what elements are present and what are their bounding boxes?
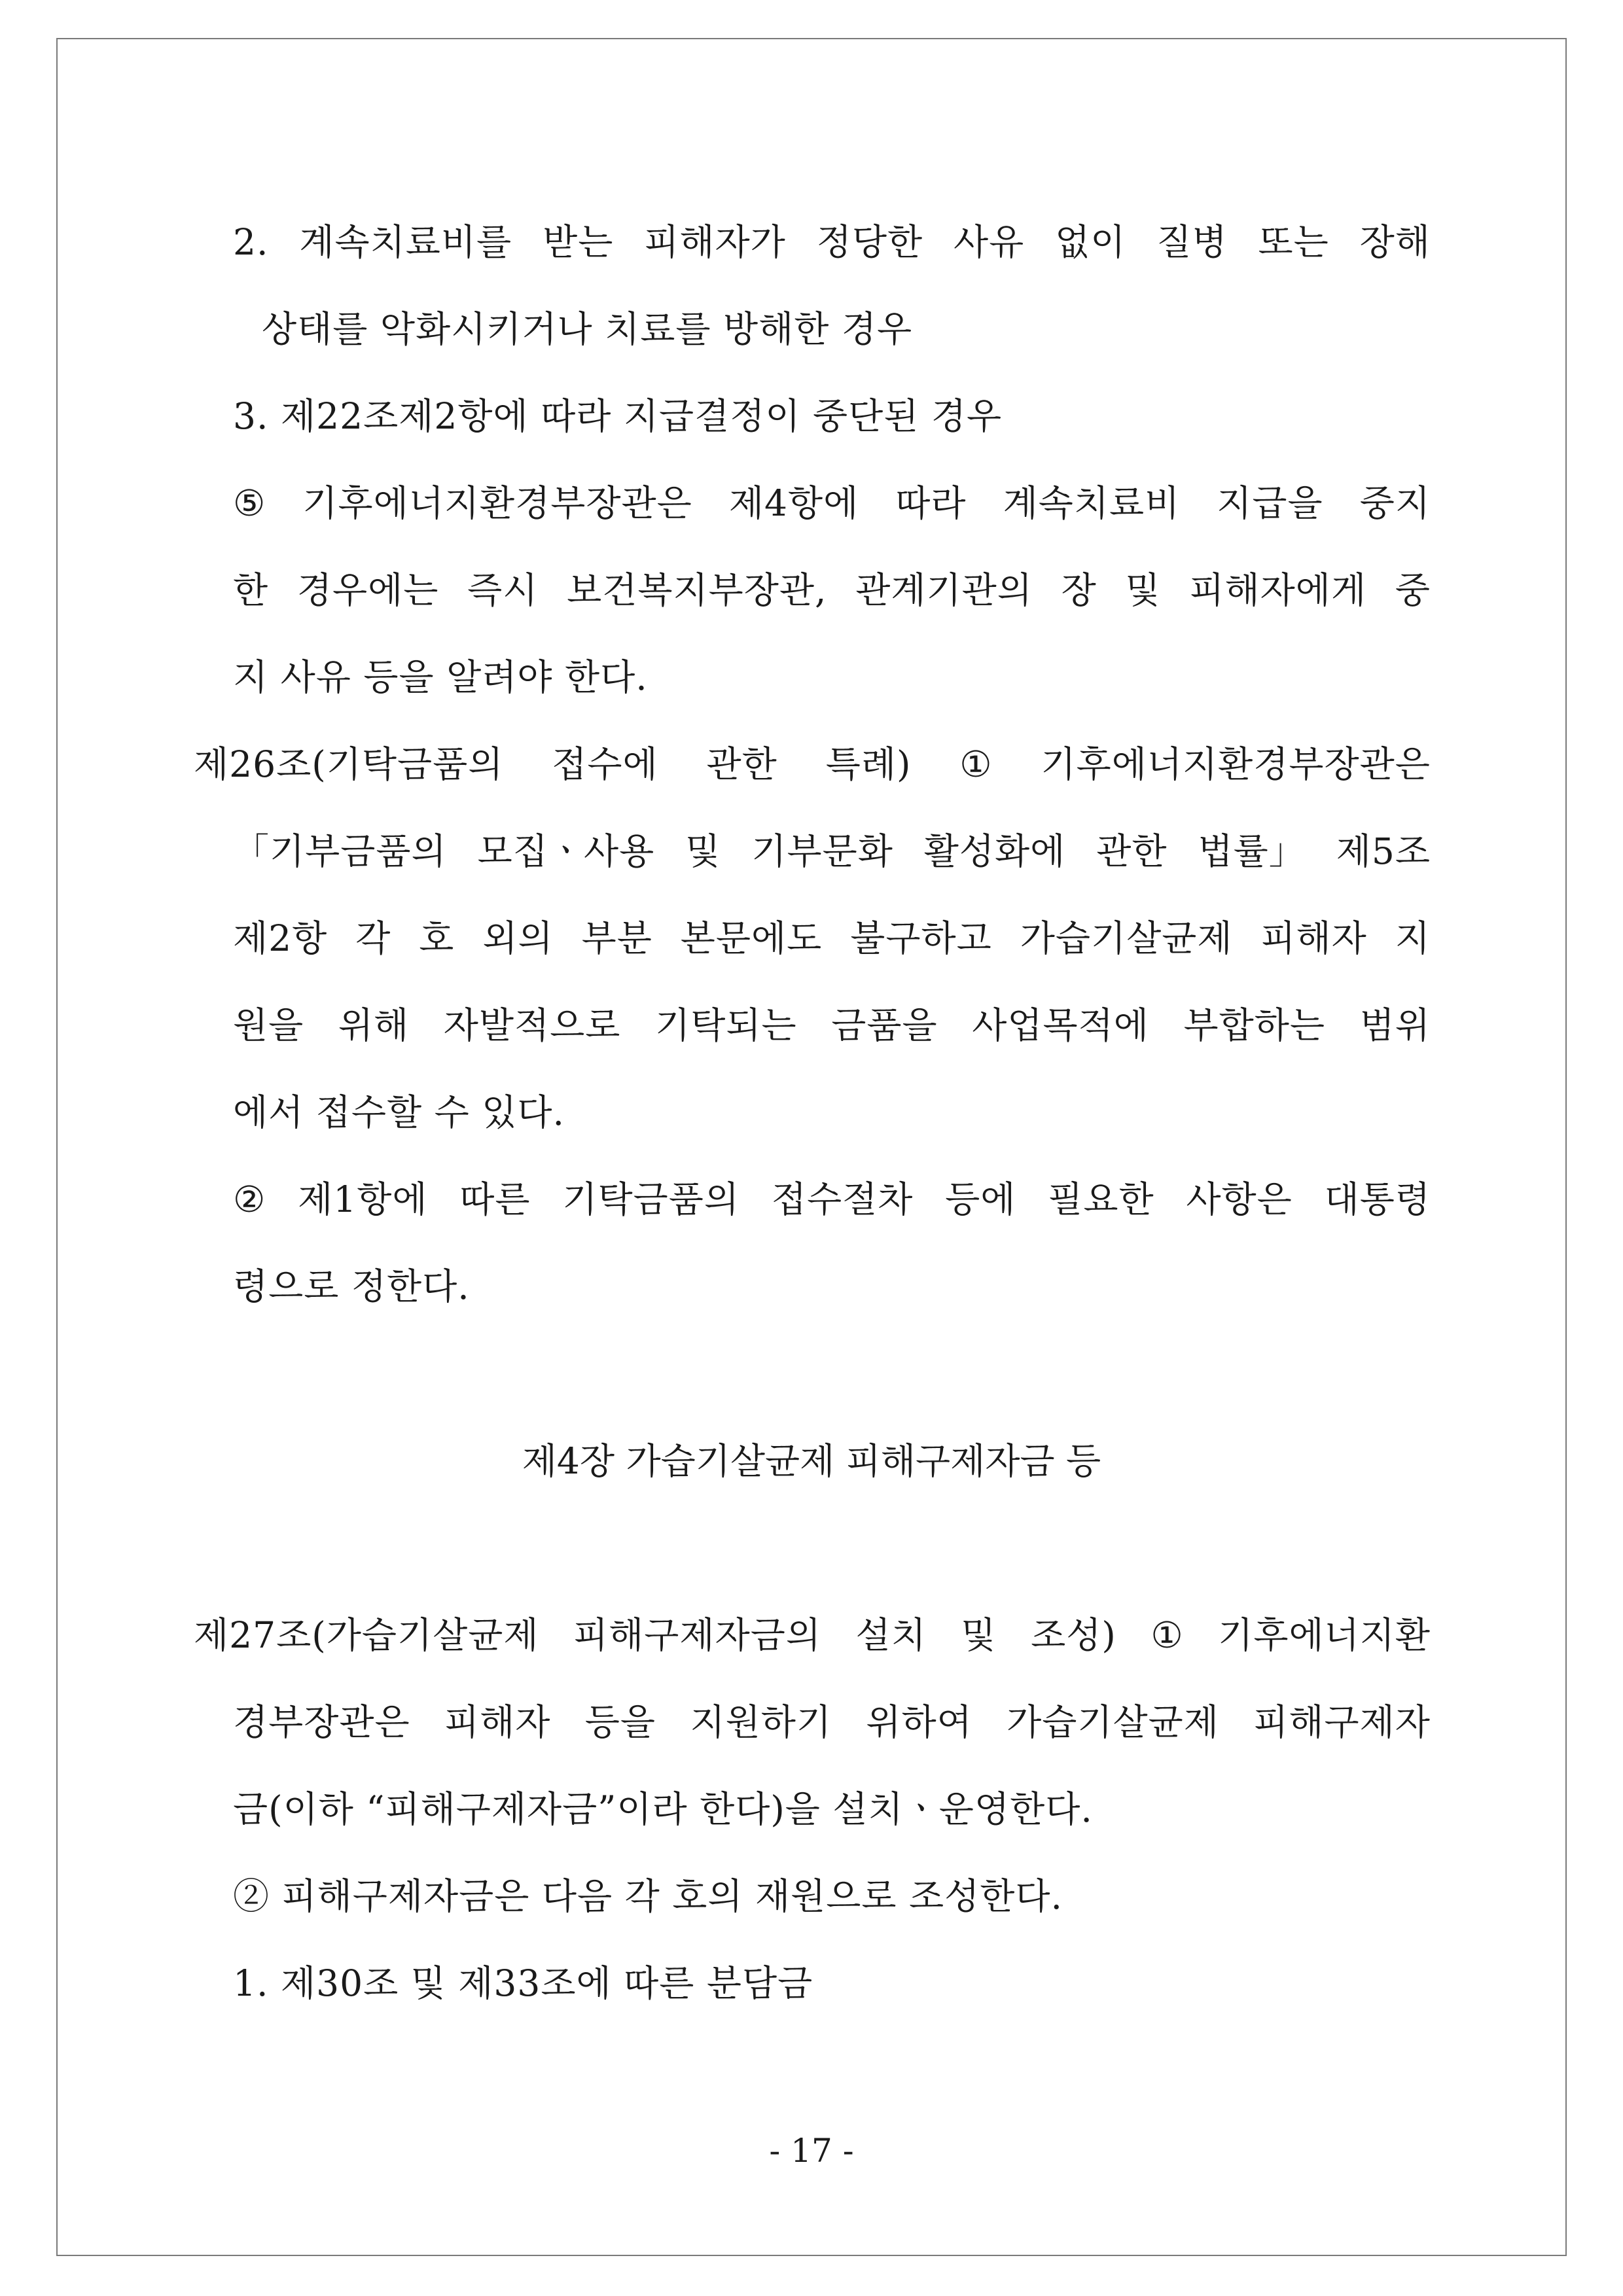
word: 금품을 <box>831 1004 938 1046</box>
body-line-5 <box>233 567 1431 613</box>
article-27-line-3: 금(이하 “피해구제자금”이라 한다)을 설치ㆍ운영한다. <box>233 1788 1093 1830</box>
word: 계속치료비 <box>1003 482 1181 524</box>
word: 지 <box>1395 917 1431 959</box>
word: 모집ㆍ사용 <box>477 830 655 872</box>
word: 계속치료비를 <box>299 221 512 263</box>
article-26-line-3 <box>233 915 1431 961</box>
word: 질병 <box>1156 221 1228 263</box>
word: 기탁되는 <box>655 1004 797 1046</box>
word: 기후에너지환경부장관은 <box>302 482 692 524</box>
word: 경우에는 <box>296 569 439 611</box>
article-26-line-7: 령으로 정한다. <box>233 1265 470 1307</box>
word: 제1항에 <box>298 1178 428 1220</box>
word: 기후에너지환경부장관은 <box>1041 743 1431 785</box>
word: 부합하는 <box>1183 1004 1326 1046</box>
body-line-4 <box>233 480 1431 526</box>
word: 관계기관의 <box>855 569 1033 611</box>
word: 사유 <box>953 221 1025 263</box>
article-27-line-2 <box>233 1699 1431 1745</box>
word: ① <box>1150 1614 1184 1656</box>
word: 기부문화 <box>751 830 893 872</box>
word: 등을 <box>584 1701 656 1743</box>
word: 없이 <box>1055 221 1126 263</box>
word: 보건복지부장관, <box>567 569 827 611</box>
word: 각 <box>355 917 391 959</box>
word: 중지 <box>1359 482 1431 524</box>
word: 제5조 <box>1336 830 1431 872</box>
word: 원을 <box>233 1004 304 1046</box>
article-26-line-2 <box>233 828 1431 874</box>
word: 조성) <box>1031 1614 1116 1656</box>
word: 위하여 <box>866 1701 972 1743</box>
word: 접수절차 <box>771 1178 914 1220</box>
body-line-2: 상태를 악화시키거나 치료를 방해한 경우 <box>262 308 913 350</box>
word: ① <box>959 743 993 785</box>
word: 위해 <box>338 1004 410 1046</box>
word: 가습기살균제 <box>1020 917 1233 959</box>
word: 받는 <box>543 221 614 263</box>
word: 제4항에 <box>728 482 859 524</box>
word: 피해자 <box>1260 917 1367 959</box>
word: 부분 <box>581 917 652 959</box>
word: 관한 <box>1096 830 1168 872</box>
word: 「기부금품의 <box>233 830 447 872</box>
word: 범위 <box>1359 1004 1431 1046</box>
article-26-line-1 <box>194 741 1431 787</box>
word: 피해자에게 <box>1189 569 1367 611</box>
word: 불구하고 <box>850 917 992 959</box>
word: 중 <box>1395 569 1431 611</box>
word: 특례) <box>825 743 912 785</box>
word: 장해 <box>1359 221 1431 263</box>
word: 사항은 <box>1186 1178 1293 1220</box>
word: 피해구제자 <box>1253 1701 1431 1743</box>
word: 외의 <box>482 917 554 959</box>
page-border <box>56 38 1567 2256</box>
word: 경부장관은 <box>233 1701 410 1743</box>
word: 대통령 <box>1324 1178 1431 1220</box>
word: 피해자가 <box>644 221 786 263</box>
word: 한 <box>233 569 269 611</box>
word: 따른 <box>459 1178 531 1220</box>
word: ② <box>233 1178 266 1220</box>
article-26-line-5: 에서 접수할 수 있다. <box>233 1091 565 1133</box>
word: 정당한 <box>816 221 923 263</box>
page-number: - 17 - <box>769 2132 854 2170</box>
body-line-6: 지 사유 등을 알려야 한다. <box>233 656 648 698</box>
article-26-line-4 <box>233 1002 1431 1048</box>
chapter-heading: 제4장 가습기살균제 피해구제자금 등 <box>522 1440 1101 1482</box>
word: 필요한 <box>1048 1178 1154 1220</box>
word: 및 <box>685 830 721 872</box>
word: 2. <box>233 221 269 263</box>
word: 즉시 <box>467 569 539 611</box>
word: 지원하기 <box>690 1701 832 1743</box>
word: 활성화에 <box>923 830 1066 872</box>
article-27-line-1 <box>194 1612 1431 1658</box>
body-line-3: 3. 제22조제2항에 따라 지급결정이 중단된 경우 <box>233 395 1003 437</box>
word: 기탁금품의 <box>562 1178 740 1220</box>
word: 자발적으로 <box>443 1004 621 1046</box>
word: 또는 <box>1258 221 1329 263</box>
word: 장 <box>1061 569 1097 611</box>
word: 관한 <box>706 743 777 785</box>
word: 피해구제자금의 <box>573 1614 821 1656</box>
word: 피해자 <box>444 1701 551 1743</box>
word: 제26조(기탁금품의 <box>194 743 504 785</box>
word: 기후에너지환 <box>1218 1614 1431 1656</box>
word: 사업목적에 <box>972 1004 1149 1046</box>
word: 및 <box>1125 569 1161 611</box>
article-27-line-4: ② 피해구제자금은 다음 각 호의 재원으로 조성한다. <box>233 1875 1063 1917</box>
word: 제2항 <box>233 917 328 959</box>
word: 본문에도 <box>680 917 823 959</box>
word: 지급을 <box>1217 482 1323 524</box>
word: 가습기살균제 <box>1007 1701 1219 1743</box>
word: 접수에 <box>552 743 658 785</box>
body-line-1 <box>233 219 1431 265</box>
word: 제27조(가습기살균제 <box>194 1614 539 1656</box>
word: 및 <box>961 1614 997 1656</box>
word: 따라 <box>895 482 967 524</box>
word: 호 <box>419 917 455 959</box>
word: 설치 <box>855 1614 927 1656</box>
article-26-line-6 <box>233 1176 1431 1222</box>
article-27-line-5: 1. 제30조 및 제33조에 따른 분담금 <box>233 1962 813 2004</box>
word: ⑤ <box>233 482 266 524</box>
word: 등에 <box>945 1178 1016 1220</box>
word: 법률」 <box>1198 830 1306 872</box>
